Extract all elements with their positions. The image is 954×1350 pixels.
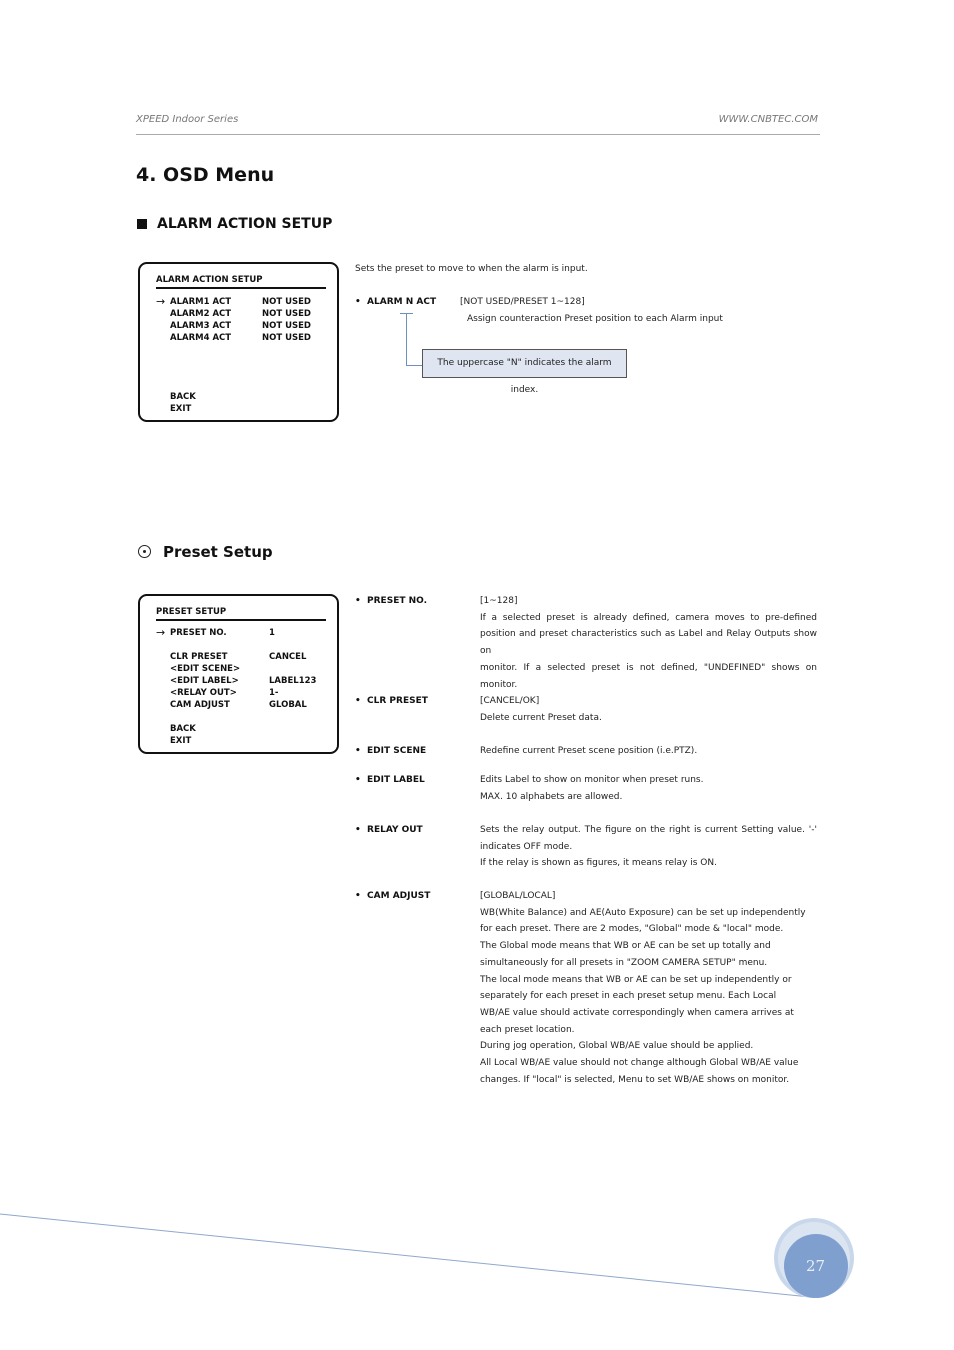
preset-item-label: • RELAY OUT	[355, 825, 423, 835]
preset-item-label: • PRESET NO.	[355, 596, 428, 606]
alarm-section-title: ALARM ACTION SETUP	[157, 216, 333, 232]
preset-item-label: • EDIT LABEL	[355, 775, 425, 785]
osd-back: BACK	[170, 392, 196, 402]
desc-line: During jog operation, Global WB/AE value should be applied.	[480, 1041, 754, 1052]
alarm-intro: Sets the preset to move to when the alarm is input.	[355, 264, 588, 274]
desc-line: for each preset. There are 2 modes, "Global" mode & "local" mode.	[480, 924, 784, 935]
header-rule	[136, 134, 820, 135]
desc-line: MAX. 10 alphabets are allowed.	[480, 791, 623, 802]
desc-line: [1~128]	[480, 596, 518, 606]
desc-line: changes. If "local" is selected, Menu to set WB/AE shows on monitor.	[480, 1074, 790, 1085]
relay-out-description	[480, 822, 817, 872]
preset-item-label-text: RELAY OUT	[367, 825, 423, 835]
desc-line: indicates OFF mode.	[480, 841, 573, 852]
desc-line: If the relay is shown as figures, it means relay is ON.	[480, 858, 717, 869]
edit-scene-description	[480, 743, 817, 760]
preset-item-label: • EDIT SCENE	[355, 746, 427, 756]
preset-item-label-text: CAM ADJUST	[367, 891, 431, 901]
preset-osd-screen	[138, 594, 339, 754]
alarm-index-callout: The uppercase "N" indicates the alarm index.	[422, 349, 627, 378]
footer-rule	[0, 1214, 810, 1297]
alarm-item-label-text: ALARM N ACT	[367, 297, 437, 307]
desc-line: WB(White Balance) and AE(Auto Exposure) can be set up independently	[480, 907, 806, 918]
desc-line: The local mode means that WB or AE can be set up independently or	[480, 974, 792, 985]
preset-item-label-text: EDIT SCENE	[367, 746, 427, 756]
osd-row-label: <EDIT LABEL>	[170, 676, 239, 686]
callout-connector-horizontal	[406, 365, 422, 366]
header-website: WWW.CNBTEC.COM	[718, 114, 818, 125]
edit-label-description	[480, 772, 817, 805]
osd-preset-no-value: 1	[269, 628, 275, 638]
desc-line: [CANCEL/OK]	[480, 696, 540, 706]
page-number: 27	[806, 1257, 826, 1275]
desc-line: Redefine current Preset scene position (i.e.PTZ).	[480, 746, 698, 756]
osd-row-value: NOT USED	[262, 333, 311, 343]
osd-exit: EXIT	[170, 404, 192, 414]
osd-row-label: <EDIT SCENE>	[170, 664, 241, 674]
desc-line: each preset location.	[480, 1024, 575, 1035]
osd-row-value: NOT USED	[262, 309, 311, 319]
osd-row-label: CAM ADJUST	[170, 700, 230, 710]
osd-exit: EXIT	[170, 736, 192, 746]
alarm-section-heading	[137, 216, 332, 232]
preset-item-label-text: CLR PRESET	[367, 696, 428, 706]
callout-connector-vertical	[406, 313, 407, 366]
osd-row-value: NOT USED	[262, 297, 311, 307]
preset-item-label-text: EDIT LABEL	[367, 775, 425, 785]
arrow-right-icon: →	[156, 626, 166, 639]
osd-row-value: GLOBAL	[269, 700, 307, 710]
desc-line: separately for each preset in each preset setup menu. Each Local	[480, 991, 777, 1002]
osd-row-label: ALARM4 ACT	[170, 333, 232, 343]
clr-preset-description	[480, 693, 817, 726]
desc-line: WB/AE value should activate correspondingly when camera arrives at	[480, 1007, 794, 1018]
osd-row-label: <RELAY OUT>	[170, 688, 237, 698]
osd-row-label: CLR PRESET	[170, 652, 228, 662]
desc-line: Delete current Preset data.	[480, 712, 602, 723]
osd-row-label: ALARM1 ACT	[170, 297, 232, 307]
cam-adjust-description	[480, 888, 817, 1088]
desc-line: The Global mode means that WB or AE can be set up totally and	[480, 941, 771, 952]
osd-title-underline	[156, 287, 326, 289]
osd-row-value: CANCEL	[269, 652, 307, 662]
osd-row-value: NOT USED	[262, 321, 311, 331]
osd-preset-no-label: PRESET NO.	[170, 628, 227, 638]
desc-line: All Local WB/AE value should not change although Global WB/AE value	[480, 1058, 799, 1069]
desc-line: Sets the relay output. The figure on the right is current Setting value. '-'	[480, 825, 817, 835]
circle-bullet-icon	[138, 545, 151, 558]
desc-line: monitor.	[480, 679, 518, 690]
osd-row-label: ALARM3 ACT	[170, 321, 232, 331]
osd-title-underline	[156, 619, 326, 621]
desc-line: simultaneously for all presets in "ZOOM CAMERA SETUP" menu.	[480, 957, 768, 968]
square-bullet-icon	[137, 219, 147, 229]
page-title: 4. OSD Menu	[136, 164, 275, 186]
desc-line: position and preset characteristics such as Label and Relay Outputs show on	[480, 629, 817, 657]
osd-row-label: ALARM2 ACT	[170, 309, 232, 319]
preset-item-label-text: PRESET NO.	[367, 596, 428, 606]
osd-row-value: 1-	[269, 688, 279, 698]
preset-no-description	[480, 593, 817, 693]
desc-line: monitor. If a selected preset is not defined, "UNDEFINED" shows on	[480, 662, 817, 673]
header-series: XPEED Indoor Series	[136, 114, 239, 125]
osd-back: BACK	[170, 724, 196, 734]
preset-section-heading	[138, 543, 273, 561]
desc-line: If a selected preset is already defined, camera moves to pre-defined	[480, 612, 817, 623]
preset-item-label: • CLR PRESET	[355, 696, 428, 706]
arrow-right-icon: →	[156, 295, 166, 308]
preset-section-title: Preset Setup	[163, 543, 273, 561]
desc-line: Edits Label to show on monitor when preset runs.	[480, 775, 704, 785]
alarm-item-label: • ALARM N ACT	[355, 297, 437, 307]
osd-row-value: LABEL123	[269, 676, 317, 686]
alarm-osd-screen	[138, 262, 339, 422]
alarm-item-desc: Assign counteraction Preset position to each Alarm input	[467, 314, 723, 324]
alarm-item-range: [NOT USED/PRESET 1~128]	[460, 297, 585, 307]
osd-title: ALARM ACTION SETUP	[156, 275, 263, 285]
preset-item-label: • CAM ADJUST	[355, 891, 431, 901]
desc-line: [GLOBAL/LOCAL]	[480, 891, 556, 901]
osd-title: PRESET SETUP	[156, 607, 227, 617]
